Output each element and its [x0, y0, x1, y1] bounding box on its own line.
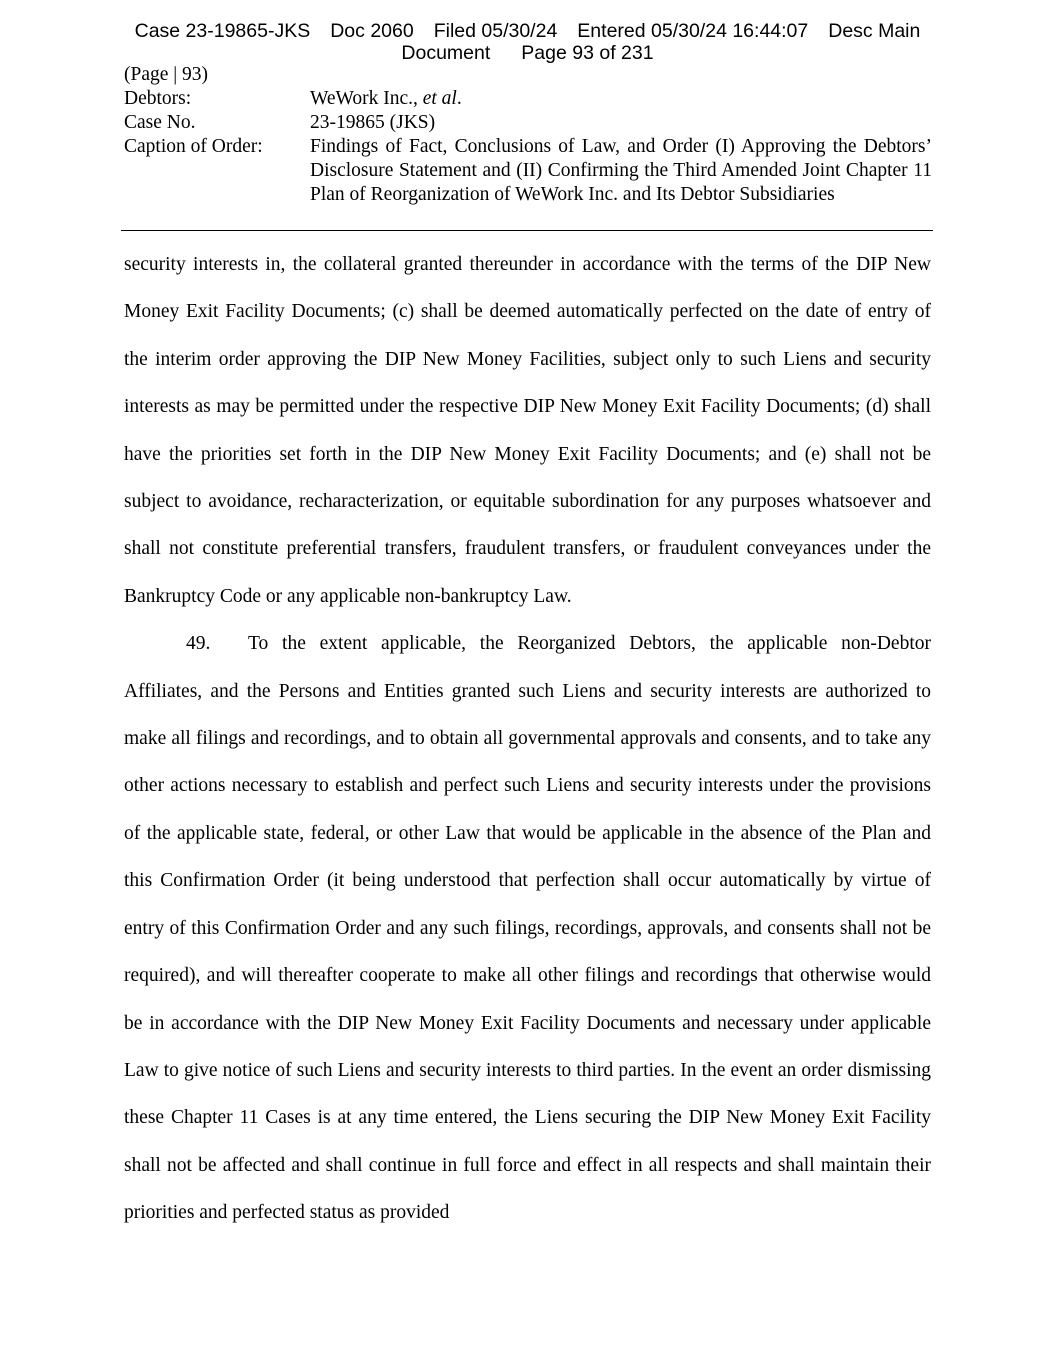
filed-date-stamp: Filed 05/30/24 — [433, 20, 558, 42]
continuation-paragraph: security interests in, the collateral granted thereunder in accordance with the terms of the DIP New Money Exit Facility Documents; (c) shall be deemed automatically perfected on the date of entry of the interim order approving the DIP New Money Facilities, subject only to such Liens and security interests as may be permitted under the respective DIP New Money Exit Facility Documents; (d) shall have the priorities set forth in the DIP New Money Exit Facility Documents; and (e) shall not be subject to avoidance, recharacterization, or equitable subordination for any purposes whatsoever and shall not constitute preferential transfers, fraudulent transfers, or fraudulent conveyances under the Bankruptcy Code or any applicable non-bankruptcy Law. — [124, 254, 931, 607]
caption-divider — [121, 230, 933, 231]
filing-stamp — [0, 20, 1055, 64]
page-marker: (Page | 93) — [124, 64, 209, 85]
doc-number-stamp: Doc 2060 — [330, 20, 414, 42]
page-count-stamp: Page 93 of 231 — [521, 42, 654, 64]
paragraph-49 — [124, 620, 931, 1236]
filing-stamp-line-1 — [0, 20, 1055, 42]
debtors-row — [124, 87, 932, 111]
case-number-row — [124, 111, 932, 135]
caption-block — [124, 63, 932, 207]
debtors-et-al: et al — [422, 88, 457, 109]
page-marker-row — [124, 63, 932, 87]
desc-stamp: Desc Main — [828, 20, 921, 42]
filing-stamp-line-2 — [0, 42, 1055, 64]
case-number-value: 23-19865 (JKS) — [310, 112, 436, 133]
paragraph-number: 49. — [186, 633, 211, 655]
caption-of-order-row — [124, 135, 932, 207]
case-number-label: Case No. — [124, 112, 196, 133]
caption-of-order-value: Findings of Fact, Conclusions of Law, and Order (I) Approving the Debtors’ Disclosure Statement and (II) Confirming the Third Amended Joint Chapter 11 Plan of Reorganization of WeWork Inc. and Its Debtor Subsidiaries — [310, 136, 932, 205]
paragraph-49-text: To the extent applicable, the Reorganized Debtors, the applicable non-Debtor Affiliates, and the Persons and Entities granted such Liens and security interests are authorized to make all filings and recordings, and to obtain all governmental approvals and consents, and to take any other actions necessary to establish and perfect such Liens and security interests under the provisions of the applicable state, federal, or other Law that would be applicable in the absence of the Plan and this Confirmation Order (it being understood that perfection shall occur automatically by virtue of entry of this Confirmation Order and any such filings, recordings, approvals, and consents shall not be required), and will thereafter cooperate to make all other filings and recordings that otherwise would be in accordance with the DIP New Money Exit Facility Documents and necessary under applicable Law to give notice of such Liens and security interests to third parties. In the event an order dismissing these Chapter 11 Cases is at any time entered, the Liens securing the DIP New Money Exit Facility shall not be affected and shall continue in full force and effect in all respects and shall maintain their priorities and perfected status as provided — [124, 633, 931, 1224]
case-number-stamp: Case 23-19865-JKS — [134, 20, 311, 42]
debtors-label: Debtors: — [124, 88, 192, 109]
entered-date-stamp: Entered 05/30/24 16:44:07 — [577, 20, 809, 42]
caption-of-order-label: Caption of Order: — [124, 136, 263, 157]
document-stamp: Document — [401, 42, 491, 64]
debtors-value — [310, 87, 932, 111]
debtors-suffix: . — [456, 88, 462, 109]
debtors-name: WeWork Inc., — [310, 88, 418, 109]
order-body — [124, 241, 931, 1237]
